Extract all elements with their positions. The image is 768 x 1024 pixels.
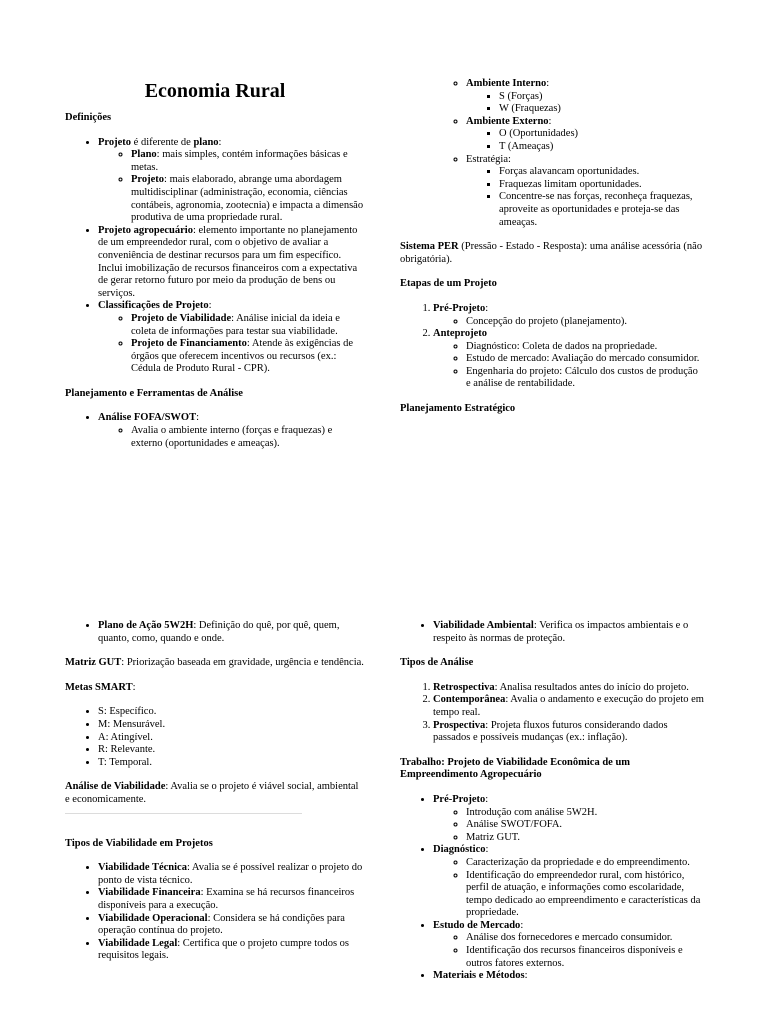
list-item-sub: ◦ Matriz GUT. <box>466 832 705 845</box>
list-item-ambiente-interno: ◦ Ambiente Interno: ▪ S (Forças) ▪ W (Fraquezas) <box>466 78 705 116</box>
list-item-ambiente-externo: ◦ Ambiente Externo: ▪ O (Oportunidades) ▪ T (Ameaças) <box>466 116 705 154</box>
list-item-materiais-metodos: • Materiais e Métodos: <box>433 970 705 983</box>
column-top-right <box>400 78 705 428</box>
heading-definicoes: Definições <box>65 112 112 123</box>
list-item-fofa: • Análise FOFA/SWOT: ◦ Avalia o ambiente interno (forças e fraquezas) e externo (oportunidades e ameaças). <box>98 412 365 450</box>
divider <box>65 813 302 814</box>
list-item-ambiental: • Viabilidade Ambiental: Verifica os impactos ambientais e o respeito às normas de proteção. <box>433 620 705 645</box>
list-item-financeira: • Viabilidade Financeira: Examina se há recursos financeiros disponíveis para a execução. <box>98 887 365 912</box>
heading-etapas: Etapas de um Projeto <box>400 278 497 290</box>
list-item-projeto: • Projeto é diferente de plano: ◦ Plano: mais simples, contém informações básicas e metas. ◦ Projeto: mais elaborado, abrange uma abordagem multidisciplinar (administração, economia, ciências contábeis, agronomia, zootecnia) e impacta a dimensão produtiva de uma propriedade rural. <box>98 137 365 225</box>
list-item-operacional: • Viabilidade Operacional: Considera se há condições para operação contínua do projeto. <box>98 913 365 938</box>
etapas-list <box>400 303 705 391</box>
list-item-diagnostico: • Diagnóstico: ◦ Caracterização da propriedade e do empreendimento. ◦ Identificação do empreendedor rural, com histórico, perfil de atuação, e informações como escolaridade, tempo dedicado ao empreendimento e características da propriedade. <box>433 844 705 920</box>
list-item-concepcao: ◦ Concepção do projeto (planejamento). <box>466 316 705 329</box>
list-item-anteprojeto: 2. Anteprojeto ◦ Diagnóstico: Coleta de dados na propriedade. ◦ Estudo de mercado: Avaliação do mercado consumidor. ◦ Engenharia do projeto: Cálculo dos custos de produção e análise de rentabilidade. <box>433 328 705 391</box>
planejamento-list <box>65 412 365 450</box>
list-item-5w2h: • Plano de Ação 5W2H: Definição do quê, por quê, quem, quanto, como, quando e onde. <box>98 620 365 645</box>
list-item-smart: • A: Atingível. <box>98 732 365 745</box>
list-item-o: ▪ O (Oportunidades) <box>499 128 705 141</box>
column-bottom-left <box>65 620 365 975</box>
column-top-left <box>65 78 365 462</box>
list-item-smart: • S: Específico. <box>98 706 365 719</box>
list-item-estudo-mercado: • Estudo de Mercado: ◦ Análise dos fornecedores e mercado consumidor. ◦ Identificação dos recursos financeiros disponíveis e outros fatores externos. <box>433 920 705 970</box>
swot-list <box>400 78 705 229</box>
list-item-agropecuario: • Projeto agropecuário: elemento importante no planejamento de um empreendedor rural, com o objetivo de avaliar a conveniência de destinar recursos para um fim específico. Inclui imobilização de recursos financeiros com a expectativa de gerar retorno futuro por meio da produção de bens ou serviços. <box>98 225 365 301</box>
plano-acao-list <box>65 620 365 645</box>
heading-planejamento-estrategico: Planejamento Estratégico <box>400 403 516 415</box>
list-item-projeto-sub: ◦ Projeto: mais elaborado, abrange uma abordagem multidisciplinar (administração, economia, ciências contábeis, agronomia, zootecnia) e impacta a dimensão produtiva de uma propriedade rural. <box>131 174 365 224</box>
list-item-plano: ◦ Plano: mais simples, contém informações básicas e metas. <box>131 149 365 174</box>
list-item-smart: • M: Mensurável. <box>98 719 365 732</box>
paragraph-sistema-per: Sistema PER (Pressão - Estado - Resposta): uma análise acessória (não obrigatória). <box>400 241 703 265</box>
list-item-classificacoes: • Classificações de Projeto: ◦ Projeto de Viabilidade: Análise inicial da ideia e coleta de informações para testar sua viabilidade. ◦ Projeto de Financiamento: Atende às exigências de órgãos que oferecem incentivos ou recursos (ex.: Cédula de Produto Rural - CPR). <box>98 300 365 376</box>
paragraph-metas-smart: Metas SMART: <box>65 681 136 693</box>
tipos-viabilidade-list <box>65 862 365 963</box>
viabilidade-ambiental-list <box>400 620 705 645</box>
list-item-pre-projeto: 1. Pré-Projeto: ◦ Concepção do projeto (planejamento). <box>433 303 705 328</box>
paragraph-analise-viabilidade: Análise de Viabilidade: Avalia se o projeto é viável social, ambiental e economicamente. <box>65 781 359 805</box>
list-item-sub: ◦ Identificação do empreendedor rural, com histórico, perfil de atuação, e informações como escolaridade, tempo dedicado ao empreendimento e características da propriedade. <box>466 870 705 920</box>
list-item-sub: ◦ Identificação dos recursos financeiros disponíveis e outros fatores externos. <box>466 945 705 970</box>
list-item-diagnostico: ◦ Diagnóstico: Coleta de dados na propriedade. <box>466 341 705 354</box>
heading-planejamento: Planejamento e Ferramentas de Análise <box>65 387 243 399</box>
definicoes-list <box>65 137 365 376</box>
list-item-estrategia-3: ▪ Concentre-se nas forças, reconheça fraquezas, aproveite as oportunidades e proteja-se das ameaças. <box>499 191 705 229</box>
heading-tipos-analise: Tipos de Análise <box>400 657 474 669</box>
list-item-t: ▪ T (Ameaças) <box>499 141 705 154</box>
list-item-legal: • Viabilidade Legal: Certifica que o projeto cumpre todos os requisitos legais. <box>98 938 365 963</box>
page-title: Economia Rural <box>144 80 286 102</box>
list-item-tecnica: • Viabilidade Técnica: Avalia se é possível realizar o projeto do ponto de vista técnico. <box>98 862 365 887</box>
list-item-engenharia: ◦ Engenharia do projeto: Cálculo dos custos de produção e análise de rentabilidade. <box>466 366 705 391</box>
smart-list <box>65 706 365 769</box>
list-item-estrategia-2: ▪ Fraquezas limitam oportunidades. <box>499 179 705 192</box>
list-item-sub: ◦ Introdução com análise 5W2H. <box>466 807 705 820</box>
list-item-estudo-mercado: ◦ Estudo de mercado: Avaliação do mercado consumidor. <box>466 353 705 366</box>
list-item-retrospectiva: 1. Retrospectiva: Analisa resultados antes do início do projeto. <box>433 682 705 695</box>
list-item-pre-projeto: • Pré-Projeto: ◦ Introdução com análise 5W2H. ◦ Análise SWOT/FOFA. ◦ Matriz GUT. <box>433 794 705 844</box>
list-item-sub: ◦ Caracterização da propriedade e do empreendimento. <box>466 857 705 870</box>
list-item-estrategia: ◦ Estratégia: ▪ Forças alavancam oportunidades. ▪ Fraquezas limitam oportunidades. ▪ Concentre-se nas forças, reconheça fraquezas, aproveite as oportunidades e proteja-se das ameaças. <box>466 154 705 230</box>
list-item-estrategia-1: ▪ Forças alavancam oportunidades. <box>499 166 705 179</box>
list-item-sub: ◦ Análise SWOT/FOFA. <box>466 819 705 832</box>
trabalho-list <box>400 794 705 983</box>
list-item-prospectiva: 3. Prospectiva: Projeta fluxos futuros considerando dados passados e possíveis mudanças (ex.: inflação). <box>433 720 705 745</box>
list-item-sub: ◦ Análise dos fornecedores e mercado consumidor. <box>466 932 705 945</box>
paragraph-matriz-gut: Matriz GUT: Priorização baseada em gravidade, urgência e tendência. <box>65 657 364 669</box>
list-item-fofa-desc: ◦ Avalia o ambiente interno (forças e fraquezas) e externo (oportunidades e ameaças). <box>131 425 365 450</box>
list-item-smart: • R: Relevante. <box>98 744 365 757</box>
list-item-viabilidade: ◦ Projeto de Viabilidade: Análise inicial da ideia e coleta de informações para testar sua viabilidade. <box>131 313 365 338</box>
heading-tipos-viabilidade: Tipos de Viabilidade em Projetos <box>65 837 213 849</box>
list-item-financiamento: ◦ Projeto de Financiamento: Atende às exigências de órgãos que oferecem incentivos ou recursos (ex.: Cédula de Produto Rural - CPR). <box>131 338 365 376</box>
list-item-s: ▪ S (Forças) <box>499 91 705 104</box>
tipos-analise-list <box>400 682 705 745</box>
list-item-contemporanea: 2. Contemporânea: Avalia o andamento e execução do projeto em tempo real. <box>433 694 705 719</box>
heading-trabalho: Trabalho: Projeto de Viabilidade Econômica de um Empreendimento Agropecuário <box>400 756 631 781</box>
list-item-w: ▪ W (Fraquezas) <box>499 103 705 116</box>
list-item-smart: • T: Temporal. <box>98 757 365 770</box>
column-bottom-right <box>400 620 705 995</box>
